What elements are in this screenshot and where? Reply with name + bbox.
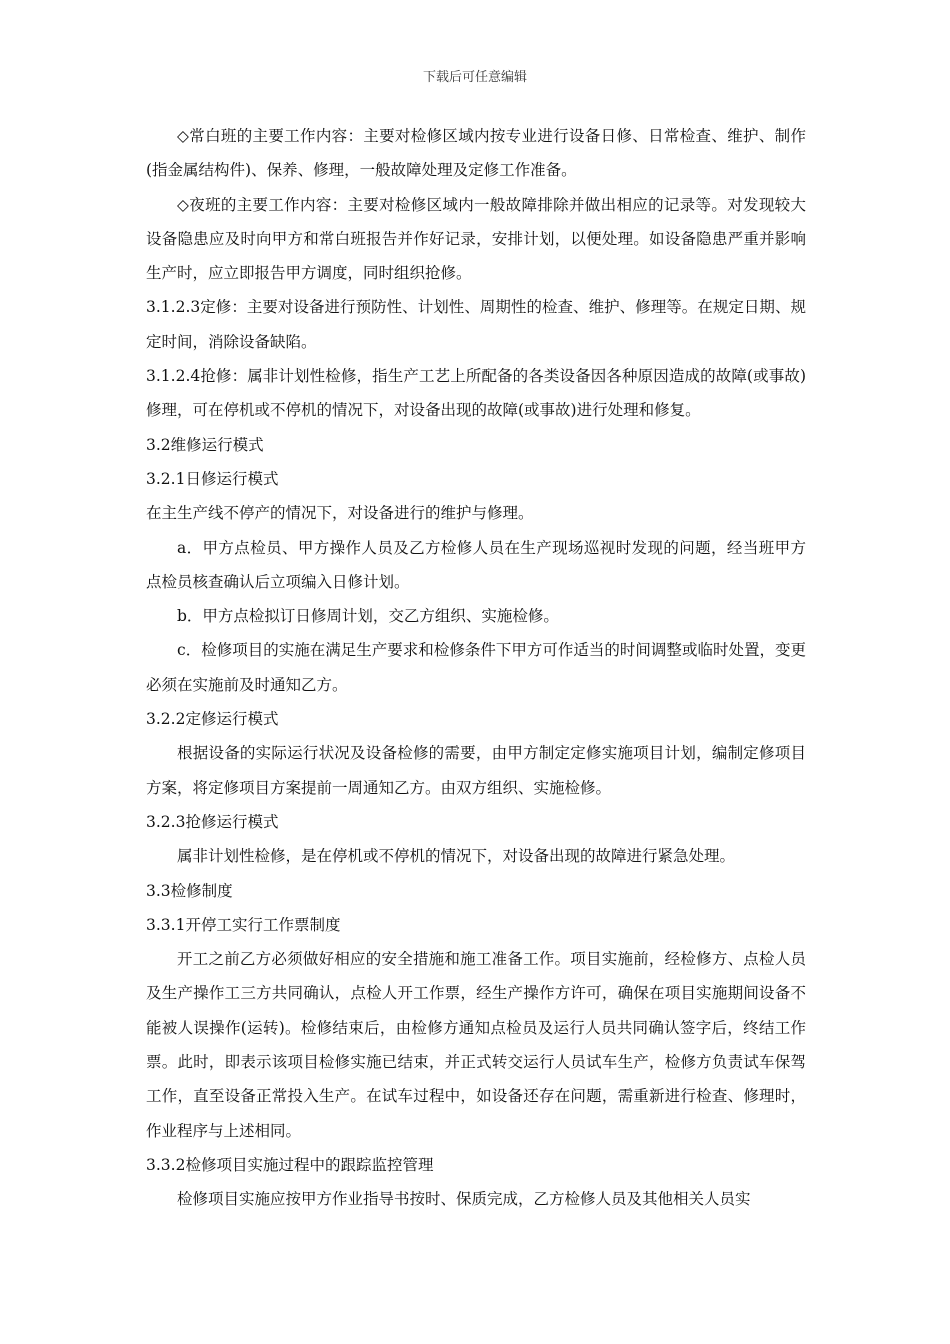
- paragraph-scheduled-repair: 3.1.2.3定修：主要对设备进行预防性、计划性、周期性的检查、维护、修理等。在规定日期、规定时间，消除设备缺陷。: [146, 298, 806, 351]
- paragraph-night-shift: ◇夜班的主要工作内容：主要对检修区域内一般故障排除并做出相应的记录等。对发现较大设备隐患应及时向甲方和常白班报告并作好记录，安排计划，以便处理。如设备隐患严重并影响生产时，应立即报告甲方调度，同时组织抢修。: [146, 195, 806, 283]
- list-item-c: c．检修项目的实施在满足生产要求和检修条件下甲方可作适当的时间调整或临时处置，变更必须在实施前及时通知乙方。: [146, 641, 806, 694]
- paragraph-daily-repair-intro: 在主生产线不停产的情况下，对设备进行的维护与修理。: [146, 504, 534, 523]
- section-heading-3-2-2: 3.2.2定修运行模式: [146, 710, 279, 729]
- section-heading-3-2-1: 3.2.1日修运行模式: [146, 469, 279, 488]
- section-heading-3-2: 3.2维修运行模式: [146, 435, 264, 454]
- paragraph-monitoring: 检修项目实施应按甲方作业指导书按时、保质完成，乙方检修人员及其他相关人员实: [177, 1190, 751, 1209]
- list-item-a: a．甲方点检员、甲方操作人员及乙方检修人员在生产现场巡视时发现的问题，经当班甲方点检员核查确认后立项编入日修计划。: [146, 538, 806, 591]
- section-heading-3-3-2: 3.3.2检修项目实施过程中的跟踪监控管理: [146, 1155, 434, 1174]
- page-header: 下载后可任意编辑: [422, 70, 527, 85]
- section-heading-3-3-1: 3.3.1开停工实行工作票制度: [146, 915, 341, 934]
- section-heading-3-3: 3.3检修制度: [146, 881, 233, 900]
- document-body: [146, 119, 806, 1217]
- paragraph-work-ticket: 开工之前乙方必须做好相应的安全措施和施工准备工作。项目实施前，经检修方、点检人员及生产操作工三方共同确认，点检人开工作票，经生产操作方许可，确保在项目实施期间设备不能被人误操作(运转)。检修结束后，由检修方通知点检员及运行人员共同确认签字后，终结工作票。此时，即表示该项目检修实施已结束，并正式转交运行人员试车生产，检修方负责试车保驾工作，直至设备正常投入生产。在试车过程中，如设备还存在问题，需重新进行检查、修理时，作业程序与上述相同。: [146, 950, 806, 1140]
- paragraph-scheduled-mode: 根据设备的实际运行状况及设备检修的需要，由甲方制定定修实施项目计划，编制定修项目方案，将定修项目方案提前一周通知乙方。由双方组织、实施检修。: [146, 744, 806, 797]
- paragraph-day-shift: ◇常白班的主要工作内容：主要对检修区域内按专业进行设备日修、日常检查、维护、制作(指金属结构件)、保养、修理，一般故障处理及定修工作准备。: [146, 127, 806, 180]
- paragraph-emergency-repair: 3.1.2.4抢修：属非计划性检修，指生产工艺上所配备的各类设备因各种原因造成的故障(或事故)修理，可在停机或不停机的情况下，对设备出现的故障(或事故)进行处理和修复。: [146, 367, 806, 420]
- paragraph-emergency-mode: 属非计划性检修，是在停机或不停机的情况下，对设备出现的故障进行紧急处理。: [177, 847, 736, 866]
- section-heading-3-2-3: 3.2.3抢修运行模式: [146, 812, 279, 831]
- list-item-b: b．甲方点检拟订日修周计划，交乙方组织、实施检修。: [177, 607, 559, 626]
